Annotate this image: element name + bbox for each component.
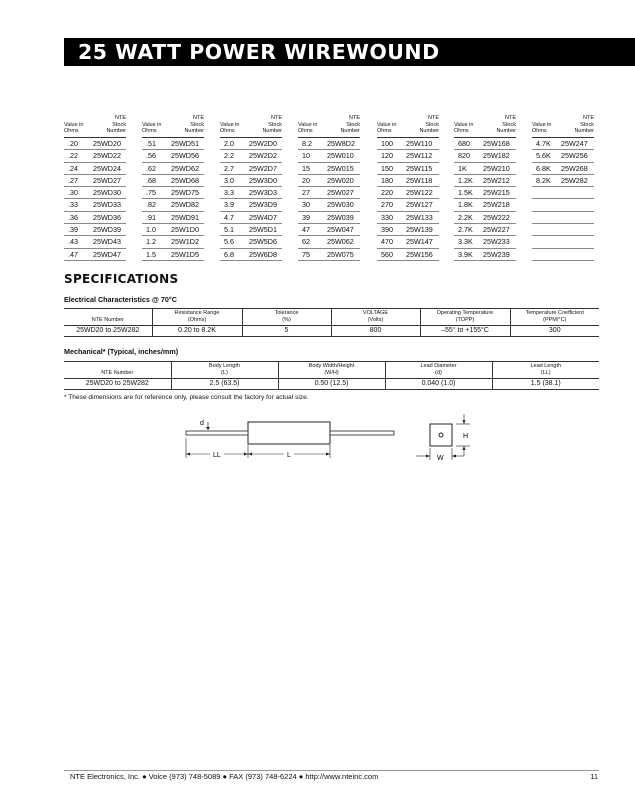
- stock-number: 25W168: [483, 139, 510, 148]
- stock-number: 25WD68: [171, 175, 199, 185]
- stock-number: 25W212: [483, 175, 510, 185]
- resistance-value: 820: [458, 151, 470, 161]
- column-header: Temperature Coefficient (PPM/°C): [510, 309, 599, 326]
- table-row: [532, 187, 594, 199]
- table-row: [220, 187, 282, 199]
- resistance-value: 1.2: [146, 237, 156, 247]
- resistance-value: 680: [458, 139, 470, 148]
- stock-number: 25WD24: [93, 163, 121, 173]
- resistance-value: .22: [68, 151, 78, 161]
- header-nte-stock-number: NTE Stock Number: [184, 115, 204, 135]
- table-row: [298, 187, 360, 199]
- header-nte-stock-number: NTE Stock Number: [496, 115, 516, 135]
- value-table-2: [142, 114, 204, 261]
- table-row: [64, 236, 126, 248]
- table-row: [298, 199, 360, 211]
- stock-number: 25W3D9: [249, 200, 277, 210]
- value-table-header: [532, 114, 594, 137]
- table-row: [454, 212, 516, 224]
- table-row: [377, 187, 439, 199]
- resistance-value: 3.0: [224, 175, 234, 185]
- stock-number: 25WD33: [93, 200, 121, 210]
- stock-number: 25W075: [327, 249, 354, 259]
- table-cell: 800: [331, 325, 420, 336]
- table-cell: 5: [242, 325, 331, 336]
- table-row: [532, 212, 594, 224]
- specifications-heading: SPECIFICATIONS: [64, 272, 179, 286]
- resistance-value: 8.2K: [536, 175, 551, 185]
- dimension-label-h: H: [463, 433, 469, 440]
- stock-number: 25WD30: [93, 188, 121, 198]
- value-table-4: [298, 114, 360, 261]
- stock-number: 25W282: [561, 175, 588, 185]
- resistance-value: 75: [302, 249, 310, 259]
- value-table-header: [220, 114, 282, 137]
- stock-number: 25W1D2: [171, 237, 199, 247]
- column-header: Resistance Range (Ohms): [152, 309, 242, 326]
- stock-number: 25WD51: [171, 139, 199, 148]
- table-row: [454, 163, 516, 175]
- stock-number: 25W239: [483, 249, 510, 259]
- stock-number: 25WD43: [93, 237, 121, 247]
- table-row: [142, 175, 204, 187]
- table-row: [298, 138, 360, 150]
- resistance-value: .20: [68, 139, 78, 148]
- resistance-value: 1.0: [146, 225, 156, 235]
- resistance-value: .56: [146, 151, 156, 161]
- stock-number: 25W218: [483, 200, 510, 210]
- column-header: Lead Diameter (d): [385, 362, 492, 379]
- header-value-in-ohms: Value in Ohms: [142, 121, 162, 135]
- dimension-label-l: L: [287, 452, 291, 459]
- stock-number: 25W268: [561, 163, 588, 173]
- stock-number: 25W2D7: [249, 163, 277, 173]
- header-value-in-ohms: Value in Ohms: [377, 121, 397, 135]
- stock-number: 25WD47: [93, 249, 121, 259]
- resistance-value: 1.5K: [458, 188, 473, 198]
- table-row: [220, 249, 282, 261]
- footer-contact: NTE Electronics, Inc. ● Voice (973) 748-5089 ● FAX (973) 748-6224 ● http://www.nteinc.com: [70, 772, 379, 781]
- resistance-value: .27: [68, 175, 78, 185]
- resistance-value: 20: [302, 175, 310, 185]
- resistance-value: 27: [302, 188, 310, 198]
- stock-number: 25W115: [406, 163, 433, 173]
- table-row: [532, 138, 594, 150]
- table-row: [64, 249, 126, 261]
- column-header: Tolerance (%): [242, 309, 331, 326]
- value-table-1: [64, 114, 126, 261]
- header-nte-stock-number: NTE Stock Number: [262, 115, 282, 135]
- resistance-value: .51: [146, 139, 156, 148]
- table-row: [532, 236, 594, 248]
- resistance-value: .33: [68, 200, 78, 210]
- stock-number: 25WD91: [171, 212, 199, 222]
- resistance-value: 1K: [458, 163, 467, 173]
- header-value-in-ohms: Value in Ohms: [298, 121, 318, 135]
- resistance-value: 2.7: [224, 163, 234, 173]
- stock-number: 25W6D8: [249, 249, 277, 259]
- table-row: [377, 224, 439, 236]
- table-row: [377, 236, 439, 248]
- table-cell: 1.5 (38.1): [492, 378, 599, 389]
- resistance-value: 39: [302, 212, 310, 222]
- resistance-value: .43: [68, 237, 78, 247]
- table-row: [377, 163, 439, 175]
- table-row: [454, 199, 516, 211]
- resistance-value: .75: [146, 188, 156, 198]
- stock-number: 25W156: [406, 249, 433, 259]
- stock-number: 25W215: [483, 188, 510, 198]
- table-row: [142, 138, 204, 150]
- resistance-value: .24: [68, 163, 78, 173]
- table-row: [298, 236, 360, 248]
- stock-number: 25W020: [327, 175, 354, 185]
- table-row: [377, 150, 439, 162]
- resistance-value: 100: [381, 139, 393, 148]
- stock-number: 25W3D0: [249, 175, 277, 185]
- column-header: Lead Length (LL): [492, 362, 599, 379]
- stock-number: 25WD27: [93, 175, 121, 185]
- resistance-value: 330: [381, 212, 393, 222]
- table-cell: 0.20 to 8.2K: [152, 325, 242, 336]
- column-header: Operating Temperature (TOPP): [420, 309, 510, 326]
- value-table-header: [142, 114, 204, 137]
- table-row: [220, 199, 282, 211]
- table-row: [532, 249, 594, 261]
- stock-number: 25W233: [483, 237, 510, 247]
- mechanical-heading: Mechanical* (Typical, inches/mm): [64, 347, 179, 356]
- stock-number: 25W1D5: [171, 249, 199, 259]
- table-cell: 2.5 (63.5): [171, 378, 278, 389]
- stock-number: 25W222: [483, 212, 510, 222]
- resistance-value: 470: [381, 237, 393, 247]
- table-row: [220, 150, 282, 162]
- resistor-body: [248, 422, 330, 444]
- resistance-value: 3.3: [224, 188, 234, 198]
- electrical-characteristics-heading: Electrical Characteristics @ 70°C: [64, 295, 177, 304]
- stock-number: 25W1D0: [171, 225, 199, 235]
- resistance-value: 1.5: [146, 249, 156, 259]
- stock-number: 25W010: [327, 151, 354, 161]
- resistance-value: 270: [381, 200, 393, 210]
- header-nte-stock-number: NTE Stock Number: [106, 115, 126, 135]
- table-row: [142, 212, 204, 224]
- table-row: [220, 138, 282, 150]
- table-cell: –55° to +155°C: [420, 325, 510, 336]
- resistance-value: 30: [302, 200, 310, 210]
- resistance-value: .82: [146, 200, 156, 210]
- stock-number: 25W227: [483, 225, 510, 235]
- stock-number: 25W047: [327, 225, 354, 235]
- header-value-in-ohms: Value in Ohms: [220, 121, 240, 135]
- page-title: 25 WATT POWER WIREWOUND: [64, 38, 635, 66]
- value-table-6: [454, 114, 516, 261]
- table-cell: 25WD20 to 25W282: [64, 325, 152, 336]
- stock-number: 25W2D2: [249, 151, 277, 161]
- table-row: [454, 236, 516, 248]
- value-table-header: [454, 114, 516, 137]
- table-row: [377, 138, 439, 150]
- stock-number: 25W027: [327, 188, 354, 198]
- table-row: [142, 199, 204, 211]
- table-row: [454, 175, 516, 187]
- stock-number: 25W182: [483, 151, 510, 161]
- table-row: [298, 175, 360, 187]
- stock-number: 25W256: [561, 151, 588, 161]
- table-cell: 0.040 (1.0): [385, 378, 492, 389]
- table-row: [220, 163, 282, 175]
- stock-number: 25WD62: [171, 163, 199, 173]
- stock-number: 25W127: [406, 200, 433, 210]
- resistance-value: .47: [68, 249, 78, 259]
- resistance-value: 2.2K: [458, 212, 473, 222]
- resistance-value: .39: [68, 225, 78, 235]
- table-row: [64, 175, 126, 187]
- stock-number: 25W039: [327, 212, 354, 222]
- resistance-value: 5.6: [224, 237, 234, 247]
- resistance-value: .36: [68, 212, 78, 222]
- stock-number: 25W062: [327, 237, 354, 247]
- resistance-value: 15: [302, 163, 310, 173]
- stock-number: 25W3D3: [249, 188, 277, 198]
- dimension-label-w: W: [437, 455, 444, 462]
- resistance-value: .30: [68, 188, 78, 198]
- table-row: [377, 175, 439, 187]
- table-row: [220, 175, 282, 187]
- stock-number: 25W8D2: [327, 139, 355, 148]
- header-nte-stock-number: NTE Stock Number: [419, 115, 439, 135]
- table-row: [532, 150, 594, 162]
- table-row: [454, 249, 516, 261]
- dimension-label-d: d: [200, 420, 204, 427]
- stock-number: 25W133: [406, 212, 433, 222]
- mechanical-table: [64, 361, 599, 390]
- table-row: [142, 187, 204, 199]
- header-nte-stock-number: NTE Stock Number: [574, 115, 594, 135]
- table-cell: 300: [510, 325, 599, 336]
- stock-number: 25W122: [406, 188, 433, 198]
- stock-number: 25W139: [406, 225, 433, 235]
- value-table-3: [220, 114, 282, 261]
- electrical-characteristics-table: [64, 308, 599, 337]
- column-header: NTE Number: [64, 362, 171, 379]
- resistor-lead-right: [330, 431, 394, 435]
- resistance-value: 3.9: [224, 200, 234, 210]
- stock-number: 25WD75: [171, 188, 199, 198]
- footer-divider: [64, 770, 599, 771]
- table-row: [377, 212, 439, 224]
- resistance-value: 150: [381, 163, 393, 173]
- value-table-header: [64, 114, 126, 137]
- table-row: [64, 163, 126, 175]
- table-cell: 0.50 (12.5): [278, 378, 385, 389]
- stock-number: 25W4D7: [249, 212, 277, 222]
- stock-number: 25W210: [483, 163, 510, 173]
- stock-number: 25WD82: [171, 200, 199, 210]
- stock-number: 25WD20: [93, 139, 121, 148]
- resistance-value: 180: [381, 175, 393, 185]
- resistance-value: 6.8K: [536, 163, 551, 173]
- stock-number: 25WD56: [171, 151, 199, 161]
- resistance-value: 2.7K: [458, 225, 473, 235]
- table-row: [142, 150, 204, 162]
- column-header: NTE Number: [64, 309, 152, 326]
- value-table-header: [298, 114, 360, 137]
- stock-number: 25W118: [406, 175, 433, 185]
- stock-number: 25W112: [406, 151, 433, 161]
- resistance-value: 1.2K: [458, 175, 473, 185]
- stock-number: 25WD22: [93, 151, 121, 161]
- resistance-value: 560: [381, 249, 393, 259]
- table-row: [220, 224, 282, 236]
- resistance-value: 6.8: [224, 249, 234, 259]
- table-row: [64, 138, 126, 150]
- resistor-dimension-diagram: [180, 412, 480, 464]
- resistance-value: 2.2: [224, 151, 234, 161]
- table-row: [298, 249, 360, 261]
- header-nte-stock-number: NTE Stock Number: [340, 115, 360, 135]
- table-row: [377, 249, 439, 261]
- value-table-5: [377, 114, 439, 261]
- table-row: [298, 224, 360, 236]
- table-row: [220, 212, 282, 224]
- footnote: * These dimensions are for reference only, please consult the factory for actual size.: [64, 394, 309, 401]
- table-row: [532, 163, 594, 175]
- table-row: [298, 212, 360, 224]
- resistance-value: 4.7: [224, 212, 234, 222]
- table-row: [454, 150, 516, 162]
- resistance-value: 10: [302, 151, 310, 161]
- table-row: [377, 199, 439, 211]
- resistance-value: .91: [146, 212, 156, 222]
- resistance-value: 1.8K: [458, 200, 473, 210]
- value-table-header: [377, 114, 439, 137]
- resistance-value: 4.7K: [536, 139, 551, 148]
- table-row: [532, 175, 594, 187]
- table-row: [220, 236, 282, 248]
- stock-number: 25W5D1: [249, 225, 277, 235]
- table-row: [64, 212, 126, 224]
- dimension-label-ll: LL: [213, 452, 221, 459]
- resistance-value: 47: [302, 225, 310, 235]
- resistance-value: 3.3K: [458, 237, 473, 247]
- table-row: [532, 199, 594, 211]
- resistance-value: 62: [302, 237, 310, 247]
- stock-number: 25W247: [561, 139, 588, 148]
- column-header: Body Width/Height (W/H): [278, 362, 385, 379]
- resistor-lead-left: [186, 431, 248, 435]
- stock-number: 25WD39: [93, 225, 121, 235]
- stock-number: 25W147: [406, 237, 433, 247]
- resistance-value: .68: [146, 175, 156, 185]
- resistance-value: 5.1: [224, 225, 234, 235]
- resistance-value: 8.2: [302, 139, 312, 148]
- table-row: [454, 224, 516, 236]
- header-value-in-ohms: Value in Ohms: [454, 121, 474, 135]
- stock-number: 25W030: [327, 200, 354, 210]
- column-header: VOLTAGE (Volts): [331, 309, 420, 326]
- stock-number: 25W2D0: [249, 139, 277, 148]
- stock-number: 25W110: [406, 139, 433, 148]
- value-table-7: [532, 114, 594, 261]
- table-row: [454, 187, 516, 199]
- header-value-in-ohms: Value in Ohms: [532, 121, 552, 135]
- column-header: Body Length (L): [171, 362, 278, 379]
- resistance-value: 120: [381, 151, 393, 161]
- resistance-value: 390: [381, 225, 393, 235]
- table-row: [142, 249, 204, 261]
- table-row: [64, 199, 126, 211]
- table-row: [142, 236, 204, 248]
- header-value-in-ohms: Value in Ohms: [64, 121, 84, 135]
- stock-number: 25W5D6: [249, 237, 277, 247]
- table-row: [298, 150, 360, 162]
- table-cell: 25WD20 to 25W282: [64, 378, 171, 389]
- table-row: [64, 224, 126, 236]
- resistance-value: .62: [146, 163, 156, 173]
- table-row: [64, 187, 126, 199]
- resistance-value: 220: [381, 188, 393, 198]
- table-row: [142, 224, 204, 236]
- resistance-value: 5.6K: [536, 151, 551, 161]
- stock-number: 25W015: [327, 163, 354, 173]
- table-row: [142, 163, 204, 175]
- table-row: [64, 150, 126, 162]
- table-row: [454, 138, 516, 150]
- table-row: [298, 163, 360, 175]
- resistance-value: 2.0: [224, 139, 234, 148]
- page-number: 11: [590, 772, 598, 781]
- table-row: [532, 224, 594, 236]
- stock-number: 25WD36: [93, 212, 121, 222]
- resistance-value: 3.9K: [458, 249, 473, 259]
